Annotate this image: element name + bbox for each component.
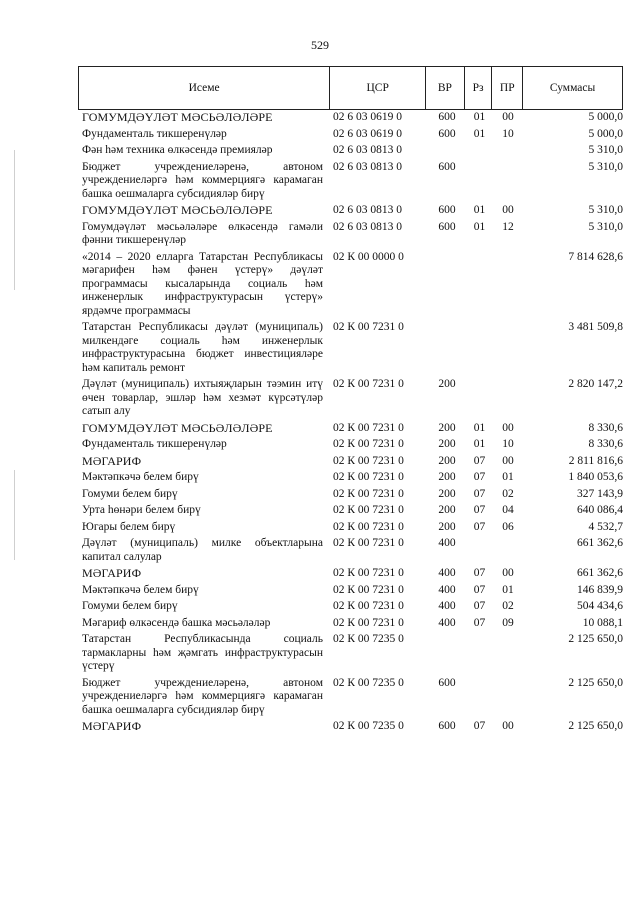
cell-rz: 07 (473, 471, 486, 483)
cell-name: Югары белем бирү (82, 520, 176, 533)
cell-pr: 04 (502, 504, 514, 516)
cell-name: Фундаменталь тикшеренүләр (82, 127, 227, 140)
cell-rz (466, 321, 493, 375)
cell-sum: 3 481 509,8 (568, 321, 623, 333)
header-sum: Суммасы (522, 67, 622, 109)
cell-pr: 12 (502, 220, 514, 233)
cell-csr: 02 6 03 0813 0 (333, 144, 402, 156)
table-row (78, 536, 623, 566)
cell-vr: 600 (438, 160, 456, 173)
cell-csr: 02 К 00 7231 0 (333, 421, 404, 434)
cell-name: Бюджет учреждениеләренә, автоном учреждениеләргә һәм коммерциягә карамаган башка оешмаларга субсидияләр бирү (82, 160, 323, 200)
cell-vr: 200 (438, 438, 456, 450)
cell-sum: 5 000,0 (588, 127, 623, 140)
cell-sum: 5 000,0 (588, 111, 623, 123)
cell-csr: 02 6 03 0619 0 (333, 111, 402, 123)
cell-csr: 02 6 03 0813 0 (333, 204, 402, 216)
cell-csr: 02 К 00 7231 0 (333, 504, 404, 516)
cell-name: Мәгариф өлкәсендә башка мәсьәләләр (82, 616, 271, 629)
table-row (78, 583, 623, 600)
cell-pr (493, 161, 523, 202)
header-rz: Рз (464, 67, 492, 109)
cell-name: МӘГАРИФ (82, 566, 142, 580)
cell-sum: 661 362,6 (577, 567, 623, 579)
cell-rz: 07 (473, 567, 486, 579)
budget-table (78, 66, 623, 736)
cell-pr: 00 (502, 454, 514, 467)
table-row (78, 320, 623, 377)
cell-csr: 02 К 00 7231 0 (333, 321, 404, 333)
cell-vr (428, 633, 466, 674)
cell-sum: 5 310,0 (588, 220, 623, 233)
cell-name: «2014 – 2020 елларга Татарстан Республикасы мәгарифен һәм фәнен үстерү» дәүләт программасы кысаларында социаль һәм инженерлык инфраструктурасын үстерү» ярдәмче программасы (82, 250, 323, 317)
cell-csr: 02 К 00 7231 0 (333, 487, 404, 500)
cell-pr: 10 (502, 438, 514, 450)
header-csr: ЦСР (329, 67, 425, 109)
cell-vr: 400 (438, 537, 456, 549)
cell-pr: 10 (502, 127, 514, 140)
table-row (78, 487, 623, 504)
cell-pr: 02 (502, 487, 514, 500)
table-row (78, 616, 623, 633)
cell-sum: 2 125 650,0 (568, 676, 623, 689)
cell-name: Фундаменталь тикшеренүләр (82, 438, 227, 450)
cell-vr: 200 (438, 454, 456, 467)
cell-rz: 07 (473, 520, 486, 533)
cell-pr: 06 (502, 520, 514, 533)
cell-name: Татарстан Республикасы дәүләт (муниципаль) милкендәге социаль һәм инженерлык инфраструктурасына бюджет инвестицияләре һәм капиталь ремонт (82, 321, 323, 374)
cell-pr (493, 633, 523, 674)
cell-csr: 02 К 00 7231 0 (333, 616, 404, 629)
table-row (78, 437, 623, 454)
cell-vr: 600 (438, 220, 456, 233)
cell-sum: 8 330,6 (588, 438, 623, 450)
cell-name: МӘГАРИФ (82, 719, 142, 733)
scan-edge-mark (14, 470, 15, 560)
cell-csr: 02 К 00 7231 0 (333, 438, 404, 450)
cell-vr: 600 (438, 127, 456, 140)
cell-rz (466, 251, 493, 319)
cell-pr (493, 321, 523, 375)
table-row (78, 143, 623, 160)
cell-vr (428, 321, 466, 375)
cell-csr: 02 К 00 7231 0 (333, 378, 404, 390)
cell-pr: 01 (502, 583, 514, 596)
cell-csr: 02 К 00 7231 0 (333, 520, 404, 533)
cell-vr: 200 (438, 520, 456, 533)
cell-rz: 07 (473, 454, 486, 467)
cell-name: Гомумдәүләт мәсьәләләре өлкәсендә гамәли фәнни тикшеренүләр (82, 220, 323, 246)
cell-vr: 600 (438, 676, 456, 689)
cell-vr: 600 (438, 111, 456, 123)
cell-csr: 02 К 00 7235 0 (333, 633, 404, 645)
table-row (78, 632, 623, 676)
table-row (78, 719, 623, 736)
cell-sum: 2 125 650,0 (568, 720, 623, 732)
cell-sum: 661 362,6 (577, 537, 623, 549)
cell-pr (493, 251, 523, 319)
cell-csr: 02 6 03 0813 0 (333, 220, 402, 233)
cell-name: Мәктәпкәчә белем бирү (82, 471, 199, 483)
cell-rz: 01 (473, 421, 486, 434)
table-row (78, 454, 623, 471)
cell-sum: 5 310,0 (588, 204, 623, 216)
cell-name: ГОМУМДӘҮЛӘТ МӘСЬӘЛӘЛӘРЕ (82, 110, 273, 124)
cell-rz (466, 677, 493, 718)
cell-vr: 400 (438, 567, 456, 579)
cell-rz (466, 633, 493, 674)
cell-vr: 200 (438, 487, 456, 500)
cell-rz: 01 (473, 127, 486, 140)
cell-name: Дәүләт (муниципаль) милке объектларына капитал салулар (82, 537, 323, 563)
cell-name: Дәүләт (муниципаль) ихтыяҗларын тәэмин итү өчен товарлар, эшләр һәм хезмәт күрсәтүләр сатып алу (82, 378, 323, 417)
table-row (78, 676, 623, 720)
cell-vr (428, 251, 466, 319)
cell-csr: 02 К 00 7231 0 (333, 454, 404, 467)
cell-sum: 2 125 650,0 (568, 633, 623, 645)
header-vr: ВР (425, 67, 464, 109)
table-row (78, 470, 623, 487)
table-row (78, 377, 623, 421)
cell-vr: 200 (438, 421, 456, 434)
cell-pr: 00 (502, 204, 514, 216)
cell-sum: 1 840 053,6 (568, 471, 623, 483)
cell-vr: 200 (438, 471, 456, 483)
cell-csr: 02 К 00 7231 0 (333, 583, 404, 596)
table-body (78, 110, 623, 736)
cell-rz: 07 (473, 720, 486, 732)
cell-name: Гомуми белем бирү (82, 487, 178, 500)
cell-name: Мәктәпкәчә белем бирү (82, 583, 199, 596)
cell-rz (466, 378, 493, 419)
cell-sum: 8 330,6 (588, 421, 623, 434)
table-row (78, 160, 623, 204)
cell-name: МӘГАРИФ (82, 453, 142, 468)
cell-csr: 02 К 00 7231 0 (333, 567, 404, 579)
scan-edge-mark (14, 150, 15, 290)
cell-vr: 600 (438, 204, 456, 216)
cell-sum: 2 811 816,6 (568, 454, 623, 467)
cell-csr: 02 6 03 0813 0 (333, 160, 402, 173)
cell-sum: 504 434,6 (577, 600, 623, 612)
cell-sum: 327 143,9 (577, 487, 623, 500)
cell-sum: 10 088,1 (582, 616, 623, 629)
cell-csr: 02 К 00 0000 0 (333, 250, 404, 263)
cell-pr (493, 677, 523, 718)
cell-rz (466, 161, 493, 202)
cell-sum: 5 310,0 (588, 160, 623, 173)
cell-pr: 02 (502, 600, 514, 612)
cell-pr (493, 144, 523, 158)
cell-name: ГОМУМДӘҮЛӘТ МӘСЬӘЛӘЛӘРЕ (82, 203, 273, 217)
table-row (78, 250, 623, 321)
cell-sum: 7 814 628,6 (568, 250, 623, 263)
cell-vr (428, 144, 466, 158)
cell-csr: 02 К 00 7235 0 (333, 720, 404, 732)
table-row (78, 203, 623, 220)
cell-rz: 07 (473, 616, 486, 629)
table-row (78, 421, 623, 438)
cell-csr: 02 К 00 7231 0 (333, 600, 404, 612)
cell-rz: 07 (473, 600, 486, 612)
cell-rz: 07 (473, 583, 486, 596)
cell-rz (466, 144, 493, 158)
cell-rz (466, 537, 493, 564)
header-name: Исеме (188, 82, 220, 94)
table-row (78, 566, 623, 583)
cell-vr: 200 (438, 378, 456, 390)
cell-vr: 600 (438, 720, 456, 732)
cell-vr: 400 (438, 600, 456, 612)
header-pr: ПР (491, 67, 522, 109)
cell-vr: 200 (438, 504, 456, 516)
cell-name: Фән һәм техника өлкәсендә премияләр (82, 144, 273, 156)
cell-pr: 00 (502, 720, 514, 732)
cell-name: Урта һөнәри белем бирү (82, 504, 201, 516)
cell-vr: 400 (438, 616, 456, 629)
cell-csr: 02 К 00 7231 0 (333, 537, 404, 549)
cell-csr: 02 6 03 0619 0 (333, 127, 402, 140)
table-row (78, 110, 623, 127)
page-number: 529 (311, 38, 329, 52)
cell-name: Гомуми белем бирү (82, 600, 178, 612)
table-row (78, 127, 623, 144)
cell-rz: 01 (473, 220, 486, 233)
table-header (78, 66, 623, 110)
cell-pr (493, 378, 523, 419)
cell-pr: 00 (502, 567, 514, 579)
cell-pr: 01 (502, 471, 514, 483)
table-row (78, 520, 623, 537)
cell-csr: 02 К 00 7231 0 (333, 471, 404, 483)
table-row (78, 220, 623, 250)
cell-pr: 00 (502, 421, 514, 434)
cell-name: ГОМУМДӘҮЛӘТ МӘСЬӘЛӘЛӘРЕ (82, 420, 273, 435)
cell-sum: 4 532,7 (588, 520, 623, 533)
cell-pr (493, 537, 523, 564)
cell-pr: 00 (502, 111, 514, 123)
cell-csr: 02 К 00 7235 0 (333, 676, 404, 689)
cell-sum: 146 839,9 (577, 583, 623, 596)
cell-rz: 07 (473, 504, 486, 516)
cell-rz: 07 (473, 487, 486, 500)
cell-sum: 640 086,4 (577, 504, 623, 516)
cell-rz: 01 (473, 204, 486, 216)
cell-rz: 01 (473, 438, 486, 450)
cell-sum: 5 310,0 (588, 144, 623, 156)
cell-pr: 09 (502, 616, 514, 629)
cell-sum: 2 820 147,2 (568, 378, 623, 390)
table-row (78, 599, 623, 616)
cell-name: Бюджет учреждениеләренә, автоном учреждениеләргә һәм коммерциягә карамаган башка оешмаларга субсидияләр бирү (82, 676, 323, 716)
cell-rz: 01 (473, 111, 486, 123)
cell-name: Татарстан Республикасында социаль тармакларны һәм җәмгать инфраструктурасын үстерү (82, 633, 323, 672)
table-row (78, 503, 623, 520)
cell-vr: 400 (438, 583, 456, 596)
